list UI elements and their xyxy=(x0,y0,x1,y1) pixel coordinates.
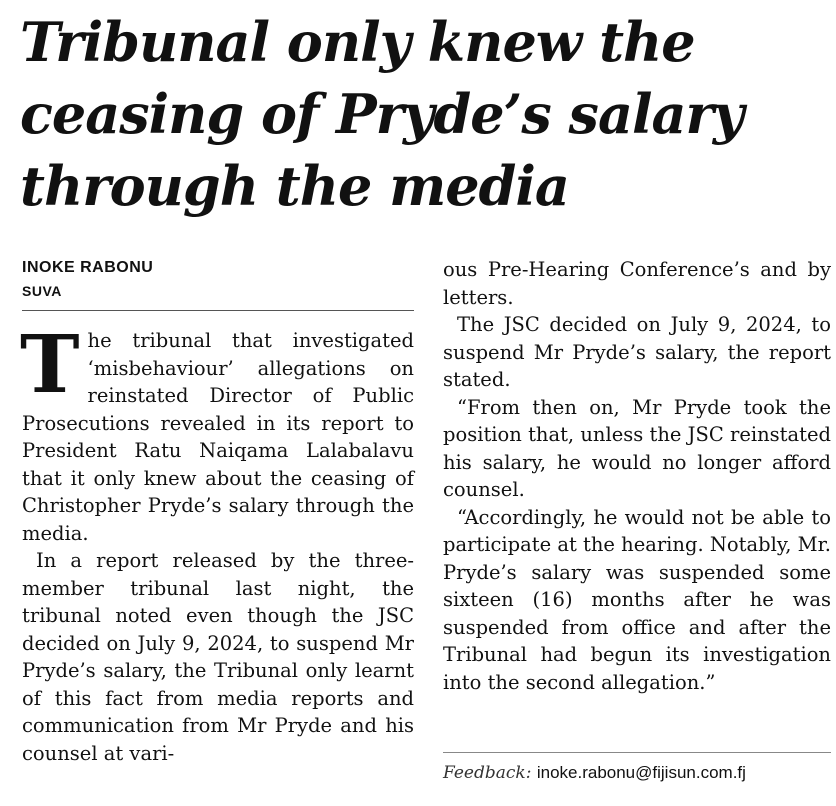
paragraph-3: The JSC decided on July 9, 2024, to suspend Mr Pryde’s salary, the report stated. xyxy=(443,313,831,391)
feedback-email[interactable]: inoke.rabonu@fijisun.com.fj xyxy=(536,763,746,782)
paragraph-1 xyxy=(20,317,414,547)
feedback-line xyxy=(443,752,831,783)
byline-divider xyxy=(22,310,414,311)
paragraph-2-part-1: In a report released by the three-member tribunal last night, the tribunal noted even though the JSC decided on July 9, 2024, to suspend Mr Pryde’s salary, the Tribunal only learnt of this fact from media reports and communication from Mr Pryde and his counsel at vari- xyxy=(22,549,414,765)
byline-location: SUVA xyxy=(22,283,62,299)
byline-author: INOKE RABONU xyxy=(22,259,154,276)
paragraph-1-text: he tribunal that investigated ‘misbehaviour’ allegations on reinstated Director of Public Prosecutions revealed in its report to President Ratu Naiqama Lalabalavu that it only knew about the ceasing of Christopher Pryde’s salary through the media. xyxy=(22,329,414,545)
paragraph-5: “Accordingly, he would not be able to participate at the hearing. Notably, Mr. Pryde’s salary was suspended some sixteen (16) months after he was suspended from office and after the Tribunal had begun its investigation into the second allegation.” xyxy=(443,505,832,694)
drop-cap: T xyxy=(20,317,80,411)
paragraph-4: “From then on, Mr Pryde took the position that, unless the JSC reinstated his salary, he would no longer afford counsel. xyxy=(443,395,831,501)
feedback-label: Feedback: xyxy=(443,763,532,783)
left-column xyxy=(22,256,414,767)
headline: Tribunal only knew the ceasing of Pryde’s salary through the media xyxy=(20,10,744,218)
right-column xyxy=(443,256,831,696)
paragraph-2-part-2: ous Pre-Hearing Conference’s and by letters. xyxy=(443,258,831,309)
